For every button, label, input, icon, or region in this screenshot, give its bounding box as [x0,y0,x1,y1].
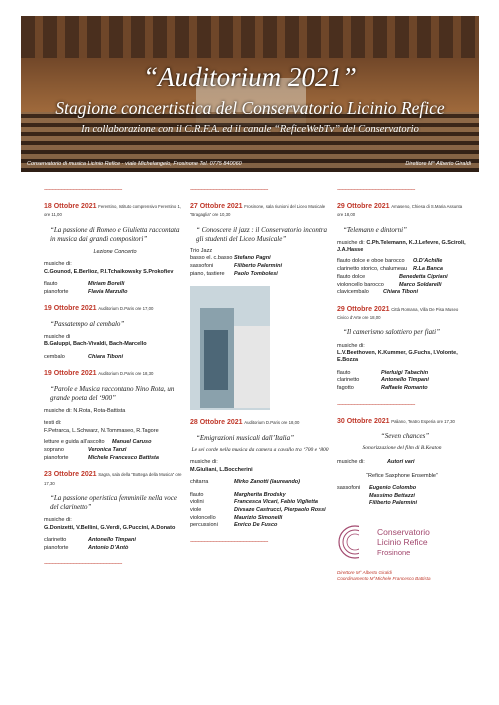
event-date: 19 Ottobre 2021 [44,305,97,313]
collaboration-line: In collaborazione con il C.R.F.A. ed il canale “ReficeWebTv” del Conservatorio [81,124,419,135]
performer-row [44,289,186,297]
performer-name: Maurizio Simonelli [234,514,283,521]
performer-row [337,266,467,274]
performer-name: Raffaele Romanto [381,385,428,392]
performer-name: Benedetta Cipriani [399,273,448,280]
music-label: musiche di: [44,517,72,524]
ceiling-panels [21,16,479,58]
authors: F.Petrarca, L.Schwarz, N.Tommaseo, R.Tagore [44,427,159,434]
performer-name: Marco Soldarelli [399,281,442,288]
performer-role: percussioni [190,522,218,529]
performer-role: flauto [44,280,58,287]
column-3 [337,186,467,583]
music-label: musiche di: [190,459,218,466]
performer-name: Antonello Timpani [88,536,136,543]
performer-role: flauto [190,491,204,498]
event-card [337,305,467,393]
event-title: “ Conoscere il jazz : il Conservatorio incontra gli studenti del Liceo Musicale” [196,225,327,243]
performer-row [44,354,186,362]
performer-row [337,274,467,282]
event-card [44,304,186,361]
credits [337,570,467,583]
performer-role: viole [190,507,202,514]
performer-row [44,439,186,447]
column-1 [44,186,186,576]
event-title: “Parole e Musica raccontano Nino Rota, un grande poeta del ‘900” [50,384,175,402]
performer-name: Stefano Pagni [234,255,271,262]
performer-role: violoncello barocco [337,281,384,288]
performer-name: Paolo Tombolesi [234,270,278,277]
event-card [190,418,330,530]
event-location: Ferentino, Istituto comprensivo Ferentino 1, ore 11,00 [44,204,182,218]
event-title: “Telemann e dintorni” [343,225,407,234]
performer-name: Massimo Bettazzi [369,492,415,499]
event-location: Città Romana, Villa De Pisa Museo Civico d’Arte ore 18,00 [337,306,459,321]
performer-row [44,447,186,455]
music-label: musiche di: [337,342,365,349]
performer-name: Enrico De Fusco [234,522,278,529]
performer-role: violoncello [190,514,216,521]
event-date: 19 Ottobre 2021 [44,370,97,378]
page-subtitle: Stagione concertistica del Conservatorio Licinio Refice [55,98,445,118]
music-row [337,459,467,467]
performer-name: O.D’Achille [413,258,443,265]
performer-role: fagotto [337,385,354,392]
performer-role: pianoforte [44,454,69,461]
performer-role: sassofoni [190,262,214,269]
music-label: musiche di: [337,458,365,465]
column-2 [190,186,330,554]
event-card [44,369,186,462]
logo-mark-icon [337,522,373,562]
performer-row [190,263,330,271]
performer-row [190,492,330,500]
performer-name: Filiberto Palermini [369,500,417,507]
performer-row [337,377,467,385]
performer-row [337,500,467,508]
event-subtitle: Sonorizzazione del film di B.Keaton [362,445,442,452]
performer-name: Chiara Tiboni [383,289,419,296]
performer-row [44,545,186,553]
composers: G.Donizetti, V.Bellini, G.Verdi, G.Puccini, A.Donato [44,524,176,531]
performer-name: Veronica Tanzi [88,447,127,453]
performer-name: Michele Francesco Battista [88,454,159,461]
performer-row [337,485,467,493]
header-footer-right: Direttore M° Alberto Giraldi [405,161,471,167]
separator: ---------------------------------------------------- [44,561,122,568]
composers: M.Giuliani, L.Boccherini [190,466,253,473]
event-note: Lezione Concerto [93,248,137,255]
performer-name: Pierluigi Tabachin [381,369,429,376]
logo-line: Conservatorio [377,526,430,537]
composers: N.Rota, Rota-Battista [73,408,126,415]
event-date: 29 Ottobre 2021 [337,203,390,210]
event-date: 27 Ottobre 2021 [190,203,243,210]
performer-name: Antonello Timpani [381,377,429,384]
performer-name: Chiara Tiboni [88,353,124,360]
performer-row [44,455,186,463]
performer-role: basso el. c.basso [190,255,233,262]
event-title: “Seven chances” [380,432,430,441]
event-location: Frosinone, sala riunioni del Liceo Musicale “Bragaglia” ore 10,30 [190,204,326,218]
event-title: “Il camerismo salottiero per fiati” [343,328,440,337]
music-label-text: musiche di: [44,408,72,415]
performer-name: Manuel Caruso [112,439,152,446]
performer-role: clarinetto [44,536,67,543]
event-date: 29 Ottobre 2021 [337,305,390,313]
performer-row [337,258,467,266]
performer-role: flauto dolce [337,273,366,280]
logo-text [377,527,430,558]
performer-name: Mirko Zanotti (laureando) [234,479,300,485]
event-date: 30 Ottobre 2021 [337,417,390,425]
performer-row [190,479,330,487]
performer-name: Miriam Borelli [88,280,125,287]
performer-role: letture e guida all’ascolto [44,439,105,446]
ensemble-name: Trio Jazz [190,247,213,254]
performer-row [44,537,186,545]
performer-role: cembalo [44,353,65,360]
header-footer-left: Conservatorio di musica Licinio Refice · viale Michelangelo, Frosinone Tel. 0775 840060 [27,161,242,167]
performer-row [337,385,467,393]
page-title: “Auditorium 2021” [143,62,357,92]
event-title: “La passione operistica femminile nella voce del clarinetto” [50,493,177,511]
event-date: 28 Ottobre 2021 [190,419,243,427]
building-wing [234,326,270,408]
conservatory-logo [337,522,467,562]
credit-coordination: Coordinamento M°Michele Francesco Battista [337,576,431,582]
logo-line: Frosinone [377,547,411,557]
event-date: 23 Ottobre 2021 [44,471,97,479]
event-card [337,417,467,508]
composers: B.Galuppi, Bach-Vivaldi, Bach-Marcello [44,341,147,348]
performer-row [190,499,330,507]
logo-line: Licinio Refice [377,537,428,548]
composers: C.Gounod, E.Berlioz, P.I.Tchaikowsky S.Prokofiev [44,268,174,275]
performer-name: R.La Banca [413,266,443,273]
event-title: “Passatempo al cembalo” [50,319,125,328]
music-label: musiche di: [44,261,72,268]
music-label [337,240,467,255]
performer-row [337,370,467,378]
event-location: Paliano, Teatro Esperia ore 17,30 [391,418,455,424]
separator: ---------------------------------------------------- [44,187,122,193]
performer-role: pianoforte [44,544,69,551]
composers: Autori vari [387,458,415,465]
performer-role: clarinetto storico, chalumeau [337,266,408,273]
event-card [44,470,186,552]
event-title: “La passione di Romeo e Giulietta raccontata in musica dai grandi compositori” [50,225,180,243]
performer-row [190,507,330,515]
performer-name: Margherita Brodsky [234,491,286,498]
event-location: Auditorium D.Paris ore 18,00 [244,420,300,426]
performer-role: soprano [44,447,64,453]
performer-row [337,289,467,297]
performer-role: violini [190,499,204,506]
performer-row [190,271,330,279]
conservatory-building-photo [190,286,270,410]
event-location: Amaseno, Chiesa di S.Maria Assunta ore 18,00 [337,204,463,218]
separator: ---------------------------------------------------- [190,187,268,193]
performer-role: flauto dolce e oboe barocco [337,258,405,265]
performer-name: Francesca Vicari, Fabio Viglietta [234,499,318,506]
separator: ---------------------------------------------------- [337,401,415,408]
performer-row [44,281,186,289]
ensemble-name: “Refice Saxphone Ensemble” [366,472,438,479]
event-location: Auditorium D.Paris ore 18,30 [98,371,154,377]
performer-role: flauto [337,369,351,376]
performer-row [337,282,467,290]
event-title: “Emigrazioni musicali dall’Italia” [196,433,295,442]
composers: L.V.Beethoven, K.Kummer, G.Fuchs, I.Volonte, E.Bozza [337,349,458,364]
performer-row [337,493,467,501]
performer-row [190,515,330,523]
building-glass [204,330,228,390]
composers: C.Ph.Telemann, K.J.Lefevre, G.Sciroli, J.A.Hasse [337,239,466,254]
performer-name: Antonio D’Antò [88,544,129,551]
performer-role: chitarra [190,479,209,485]
event-date: 18 Ottobre 2021 [44,203,97,210]
music-label [44,408,186,415]
event-card [190,202,330,278]
performer-name: Flavia Marzullo [88,288,128,295]
separator: ---------------------------------------------------- [337,187,415,193]
performer-role: clavicembalo [337,289,369,296]
music-label: musiche di [44,333,71,340]
performer-role: pianoforte [44,288,69,295]
event-location: Sagra, sala della “Bottega della Musica” ore 17,30 [44,472,182,486]
separator: ---------------------------------------------------- [190,539,268,546]
music-label-text: musiche di: [337,239,365,246]
performer-row [190,522,330,530]
performer-role: sassofoni [337,484,361,491]
event-card [337,202,467,297]
performer-name: Filiberto Palermini [234,262,282,269]
performer-role: piano, tastiere [190,270,225,277]
texts-label: testi di: [44,420,62,427]
performer-name: Divsaze Castrucci, Pierpaolo Rossi [234,507,326,514]
performer-role: clarinetto [337,377,360,384]
event-subtitle: Le sei corde nella musica da camera a cavallo tra ‘700 e ‘800 [191,446,329,453]
event-card [44,202,186,296]
header-banner [21,16,479,172]
performer-row [190,255,330,263]
performer-name: Eugenio Colombo [369,484,417,491]
credit-director: Direttore M° Alberto Giraldi [337,569,392,575]
event-location: Auditorium D.Paris ore 17,00 [98,306,154,312]
